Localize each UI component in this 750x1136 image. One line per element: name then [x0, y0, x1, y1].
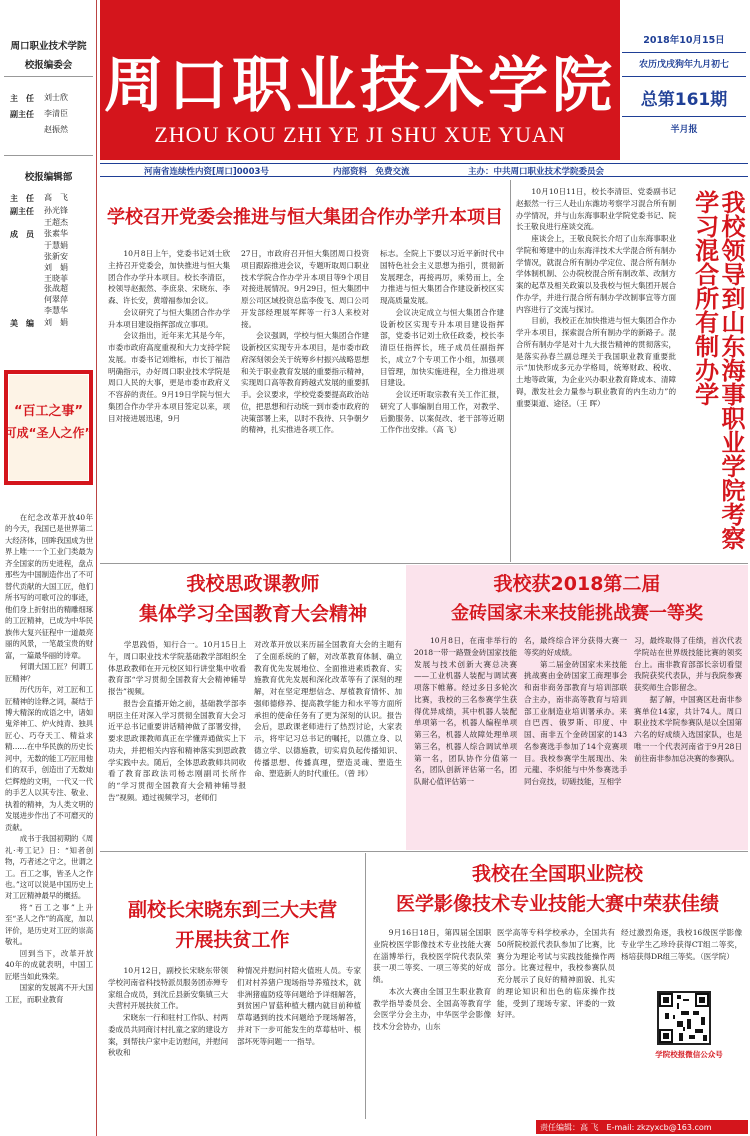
person-name: 赵振然 [44, 124, 68, 134]
issue-lunar-date: 农历戊戌狗年九月初七 [638, 60, 729, 70]
sidebar-committee: 校报编委会 [24, 60, 73, 71]
article-headline-line-2: 开展扶贫工作 [175, 929, 290, 951]
article-column: 经过激烈角逐，我校16级医学影像专业学生乙珍玲获得CT组二等奖，杨培获得DR组三等奖。（医学院） [621, 928, 742, 961]
masthead [100, 0, 620, 160]
article-column: 医学高等专科学校承办，全国共有50所院校派代表队参加了比赛，比赛分为理论考试与实践技能操作两部分。比赛过程中，我校参赛队员充分展示了良好的精神面貌、扎实的理论知识和出色的临床操作技能，受到了现场专家、评委的一致好评。 [497, 928, 615, 1020]
person-name: 王超杰 [44, 217, 68, 227]
person-name: 刘 娟 [44, 317, 68, 327]
person-name: 刘 娟 [44, 262, 68, 272]
sponsor: 主办：中共周口职业技术学院委员会 [468, 167, 605, 177]
info-bar [100, 163, 748, 177]
issue-number: 总第161期 [640, 90, 728, 110]
essay-title-box [4, 370, 93, 485]
qr-code [657, 991, 711, 1045]
essay-paragraph: 成书于我国初期的《周礼·考工记》日：“知者创物，巧者述之守之，世谓之工。百工之事，皆圣人之作也。”这可以说是中国历史上对工匠精神最早的概括。 [5, 834, 93, 901]
article-column: 9月16日18日，第四届全国职业院校医学影像技术专业技能大赛在淄博举行，我校医学院代表队荣获一项二等奖、一项三等奖的好成绩。 本次大赛由全国卫生职业教育教学指导委员会、全国高等教育学会医学分会主办，中华医学会影像技术分会协办，山东 [373, 928, 491, 1032]
person-name: 高 飞 [44, 193, 68, 202]
article-shandong-visit [512, 180, 748, 562]
article-headline: 我校领导到山东海事职业学院考察学习混合所有制办学 [690, 190, 745, 550]
divider [100, 563, 748, 564]
newspaper-pinyin: ZHOU KOU ZHI YE JI SHU XUE YUAN [154, 122, 566, 147]
article-headline-line-2: 集体学习全国教育大会精神 [138, 603, 367, 625]
person-name: 刘士欣 [44, 93, 68, 102]
editorial-staff [4, 192, 94, 330]
qr-caption: 学院校报微信公众号 [655, 1050, 723, 1059]
article-column: 学思践悟，知行合一。10月15日上午，周口职业技术学院基础教学部组织全体思政教师在开元校区知行讲堂集中收看教育部“学习贯彻全国教育大会精神辅导报告”视频。 报告会直播开始之前，基础教学部李明臣主任对深入学习贯彻全国教育大会习近平总书记重要讲话精神做了部署安排，要求思政课教师真正在学懂弄通做实上下功夫，并把相关内容和精神落实到思政教学实践中去。随后，全体思政教师共同收看了教育部政法司杨志刚副司长所作的“学习贯彻全国教育大会精神辅导报告”视频。通过视频学习，老师们 [108, 640, 246, 802]
article-column: 标志。全院上下要以习近平新时代中国特色社会主义思想为指引，贯彻新发展理念，再接再厉，乘势而上，全力推进与恒大集团合作建设新校区实现高质量发展。 会议决定成立与恒大集团合作建设新校区实现专升本项目建设指挥部，党委书记刘士欣任政委，校长李清臣任指挥长，班子成员任副指挥长，成立7个专项工作小组，加强项目管理，加快实施进程，全力推进项目建设。 会议还听取宗教有关工作汇报，研究了人事编制自用工作，对教学、后勤服务、以案促改、老干部等近期工作作出安排。（高 飞） [380, 249, 504, 435]
essay-paragraph: 何谓大国工匠？何谓工匠精神？ [5, 662, 93, 683]
role-label: 副主任 [10, 205, 34, 216]
article-headline-line-1: 我校在全国职业院校 [471, 863, 643, 885]
role-label: 美 编 [10, 317, 34, 328]
person-name: 于慧娟 [44, 241, 68, 251]
divider [510, 180, 511, 562]
article-medical-imaging [367, 853, 748, 1136]
article-headline-line-2: 医学影像技术专业技能大赛中荣获佳绩 [395, 893, 719, 915]
essay-paragraph: 历代历年，对工匠和工匠精神的诠释之词，凝结于博大精深的成语之中，诸如鬼斧神工、炉火纯青、独具匠心、巧夺天工、精益求精……在中华民族的历史长河中，无数的能工巧匠用他们的双手，创造出了无数灿烂辉煌的文明，一代又一代的手艺人以其专注、敬业、执着的精神，为人类文明的发展进步作出了不可磨灭的贡献。 [5, 685, 93, 832]
qr-code-icon [659, 993, 709, 1043]
essay-paragraph: 在纪念改革开放40年的今天，我国已是世界第二大经济体，回眸我国成为世界上唯一一个工业门类最为齐全国家的历史进程，盘点那些为中国制造作出了不可替代贡献的大国工匠，他们所书写的可歌可泣的事迹，他们身上折射出的精雕细琢的工匠精神，已成为中华民族伟大复兴征程中一道最亮丽的风景，一笔最宝贵的财富，一篇最华丽的诗章。 [5, 513, 93, 660]
role-label: 主 任 [10, 93, 34, 103]
person-name: 张新安 [44, 251, 68, 261]
committee-chair [4, 92, 68, 136]
essay-title-line-1: “百工之事” [13, 404, 84, 419]
role-label: 主 任 [10, 193, 34, 203]
person-name: 李慧华 [44, 305, 68, 315]
issue-frequency: 半月报 [670, 125, 698, 135]
article-column: 10月12日，副校长宋晓东带领学校河南省科技特派员服务团赤殚专家组合成员，到沈丘县新安集镇三大夫营村开展扶贫工作。 宋晓东一行和驻村工作队、村两委成员共同商讨村扎童之家的建设方案，到帮扶户家中走访慰问，并慰问秋收和 [108, 966, 228, 1058]
article-headline-line-2: 金砖国家未来技能挑战赛一等奖 [451, 603, 703, 624]
article-party-committee [100, 180, 510, 562]
person-name: 何翠萍 [44, 295, 68, 305]
essay-paragraph: 回到当下，改革开放40年的成就表明，中国工匠堪当如此殊荣。 [5, 948, 93, 981]
divider [365, 853, 366, 1119]
essay-paragraph: 将“百工之事”上升至“圣人之作”的高度，加以评价，是历史对工匠的崇高敬礼。 [5, 902, 93, 947]
person-name: 李清臣 [44, 108, 68, 118]
article-column: 种情况并慰问村陪火值班人员。专家们对村养猪户现场指导养殖技术，就非洲猪瘟防疫等问题给予详细解答，到贫困户冒菇种植大棚内就目前种植草莓遇到的技术问题给予现场解答，并对下一步可能发生的草莓枯叶、根部坏死等问题一一指导。 [237, 966, 361, 1046]
essay-paragraph: 国家的发展离不开大国工匠，而职业教育 [5, 983, 93, 1004]
article-column: 10月8日上午，党委书记刘士欣主持召开党委会，加快推进与恒大集团合作办学升本项目。校长李清臣，校领导赵振然、李庶泉、宋晓东、李森、许长安，黄增福参加会议。 会议研究了与恒大集团合作办学升本项目建设指挥部成立事项。 会议指出，近年来尤其是今年，市委市政府高度重视和大力支持学院发展。市委书记刘维标，市长丁福浩明确指示，办好周口职业技术学院是周口人民的大事，更是市委市政府义不容辞的责任。9月19日学院与恒大集团合作办学升本项目签定以来，项目对接进展迅速，9月 [108, 249, 230, 423]
divider [4, 76, 93, 77]
article-headline-line-1: 我校获2018第二届 [493, 573, 661, 595]
essay-body [5, 512, 93, 1130]
article-column: 习，最终取得了佳绩，首次代表学院站在世界级技能比赛的领奖台上。南非教育部部长亲切看望我院获奖代表队，并与我院参赛获奖师生合影留念。 据了解，中国赛区赴南非参赛单位14家，共计74人。周口职业技术学院参赛队是以全国第六名的好成绩入选国家队，也是唯一一个代表河南省于9月28日前往南非参加总决赛的参赛队。 [634, 636, 742, 763]
article-poverty-relief [100, 853, 365, 1133]
article-column: 10月10日11日，校长李清臣、党委副书记赵振然一行三人赴山东潍坊考察学习混合所有制办学情况，并与山东海事职业学院党委书记、院长王敬良进行座谈交流。 座谈会上，王敬良院长介绍了山东海事职业学院和筹建中的山东海洋技术大学混合所有制办学情况，就混合所有制办学定位、混合所有制办学体制机制、公办院校混合所有制改革、改制方案的起草及相关政策以及我校与恒大集团开展合作办学，并进行混合所有制办学改制事宜等方面内容进行了交流与探讨。 目前，我校正在加快推进与恒大集团合作办学升本项目，探索混合所有制办学的新路子。混合所有制办学是对十九大报告精神的贯彻落实，是落实孙春兰副总理关于我国职业教育重要批示“加快形成多元办学格局，统筹财政、税收、土地等政策，为企业兴办职业教育降成本、清障碍，激发社会力量参与职业教育的内生动力”的重要渠道、途径。（王 晖） [516, 187, 676, 408]
article-headline-line-1: 副校长宋晓东到三大夫营 [127, 899, 337, 921]
issue-date: 2018年10月15日 [643, 35, 725, 46]
divider [4, 155, 93, 156]
sidebar [0, 0, 97, 1136]
article-ideological-teachers [100, 565, 406, 850]
divider [100, 851, 748, 852]
person-name: 孙光锋 [44, 205, 68, 215]
footer-editor: 责任编辑：高 飞 E-mail: zkzyxcb@163.com [536, 1120, 748, 1134]
article-column: 27日，市政府召开恒大集团周口投资项目跟踪推进会议，专题听取周口职业技术学院合作办学升本项目等9个项目对接进展情况。9月29日，恒大集团中原公司区域投资总监李俊飞、周口公司开发部经理展军辉等一行3人来校对接。 会议强调，学校与恒大集团合作建设新校区实现专升本项目，是市委市政府深刻领会关于统筹乡村振兴战略思想和关于职业教育发展的重要指示精神，实现周口高等教育跨越式发展的重要抓手。会议要求，学校党委要提高政治站位，把思想和行动统一到市委市政府的决策部署上来，以时不我待、只争朝夕的精神，扎实推进各项工作。 [241, 249, 369, 435]
person-name: 张素华 [44, 229, 68, 239]
issue-box [622, 28, 746, 140]
article-headline: 学校召开党委会推进与恒大集团合作办学升本项目 [107, 207, 503, 228]
sidebar-school: 周口职业技术学院 [10, 41, 87, 52]
person-name: 张战超 [44, 284, 68, 294]
sidebar-dept: 校报编辑部 [24, 172, 73, 183]
article-column: 对改革开放以来历届全国教育大会的主题有了全面系统的了解，对改革教育体制、确立教育优先发展地位、全面推进素质教育、实施教育优先发展和深化改革等有了深刻的理解，对在坚定理想信念、厚植教育情怀、加强师德修养、提高教学能力和水平等方面所承担的使命任务有了更为深刻的认识。报告会后，思政课老师进行了热烈讨论，大家表示，将牢记习总书记的嘱托，以德立身、以德立学、以德施教，切实肩负起传播知识、传播思想、传播真理，塑造灵魂、塑造生命、塑造新人的时代重任。（曾 玮） [254, 640, 402, 779]
essay-title-line-2: 可成“圣人之作” [4, 426, 93, 440]
distribution-note: 内部资料 免费交流 [333, 167, 410, 177]
role-label: 成 员 [10, 229, 34, 240]
article-column: 10月8日，在南非举行的2018一带一路暨金砖国家技能发展与技术创新大赛总决赛——工业机器人装配与调试赛项落下帷幕。经过多日多轮次比赛，我校的三名参赛学生获得优异成绩，其中机器人装配单项第一名，机器人编程单项第三名，机器人故障处理单项第三名，机器人综合调试单项第一名，团队协作分值第一名，团队创新评估第一名，团队耐心值评估第一 [414, 636, 517, 787]
person-name: 王晓菲 [44, 273, 68, 283]
article-headline-line-1: 我校思政课教师 [186, 573, 320, 595]
newspaper-title: 周口职业技术学院 [104, 51, 616, 121]
article-column: 名，最终综合评分获得大赛一等奖的好成绩。 第二届金砖国家未来技能挑战赛由金砖国家工商理事会和南非商务部教育与培训部联合主办，南非高等教育与培训部工业制造业培训署承办。来自巴西、俄罗斯、印度、中国、南非五个金砖国家的143名参赛选手参加了14个竞赛项目。我校参赛学生展现出、朱元龍、李炽能与中外参赛选手同台竞技，切磋技能，互相学 [524, 636, 627, 787]
license-number: 河南省连续性内资[周口]0003号 [144, 167, 269, 177]
role-label: 副主任 [10, 108, 34, 119]
article-brics-competition [406, 565, 748, 850]
